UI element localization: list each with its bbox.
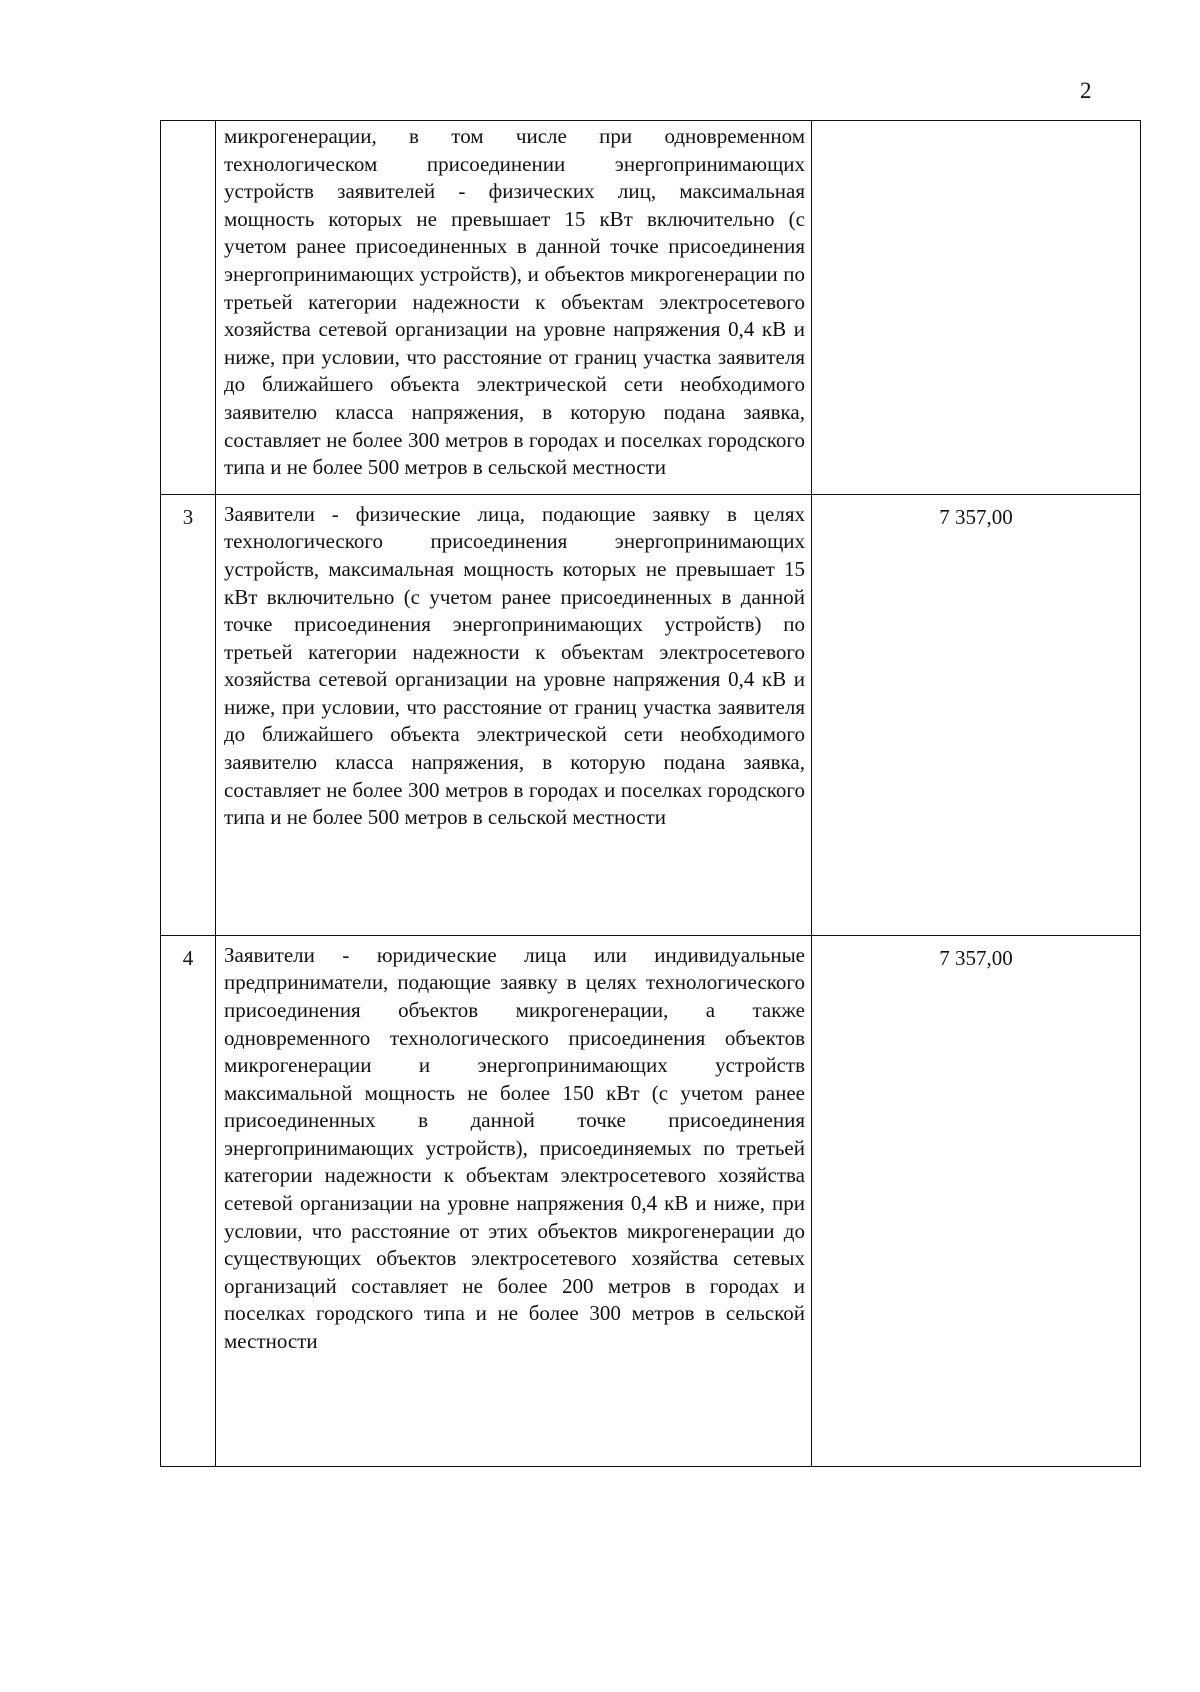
table-row bbox=[161, 935, 1141, 1466]
page-number: 2 bbox=[1080, 78, 1092, 103]
tariff-table bbox=[160, 120, 1141, 1467]
row-number-cell: 4 bbox=[161, 935, 216, 1466]
table-row bbox=[161, 121, 1141, 495]
row-description-text: микрогенерации, в том числе при одновременном технологическом присоединении энергопринимающих устройств заявителей - физических лиц, максимальная мощность которых не превышает 15 кВт включительно (с учетом ранее присоединенных в данной точке присоединения энергопринимающих устройств), и объектов микрогенерации по третьей категории надежности к объектам электросетевого хозяйства сетевой организации на уровне напряжения 0,4 кВ и ниже, при условии, что расстояние от границ участка заявителя до ближайшего объекта электрической сети необходимого заявителю класса напряжения, в которую подана заявка, составляет не более 300 метров в городах и поселках городского типа и не более 500 метров в сельской местности bbox=[224, 124, 805, 480]
row-description-text: Заявители - физические лица, подающие заявку в целях технологического присоединения энергопринимающих устройств, максимальная мощность которых не превышает 15 кВт включительно (с учетом ранее присоединенных в данной точке присоединения энергопринимающих устройств) по третьей категории надежности к объектам электросетевого хозяйства сетевой организации на уровне напряжения 0,4 кВ и ниже, при условии, что расстояние от границ участка заявителя до ближайшего объекта электрической сети необходимого заявителю класса напряжения, в которую подана заявка, составляет не более 300 метров в городах и поселках городского типа и не более 500 метров в сельской местности bbox=[224, 501, 805, 830]
row-price-cell bbox=[812, 121, 1141, 495]
row-description-cell bbox=[216, 121, 812, 495]
row-price-cell: 7 357,00 bbox=[812, 494, 1141, 935]
row-number-cell bbox=[161, 121, 216, 495]
row-description-cell bbox=[216, 935, 812, 1466]
row-description-cell bbox=[216, 494, 812, 935]
table-row bbox=[161, 494, 1141, 935]
row-number-cell: 3 bbox=[161, 494, 216, 935]
row-description-text: Заявители - юридические лица или индивидуальные предприниматели, подающие заявку в целях технологического присоединения объектов микрогенерации, а также одновременного технологического присоединения объектов микрогенерации и энергопринимающих устройств максимальной мощность не более 150 кВт (с учетом ранее присоединенных в данной точке присоединения энергопринимающих устройств), присоединяемых по третьей категории надежности к объектам электросетевого хозяйства сетевой организации на уровне напряжения 0,4 кВ и ниже, при условии, что расстояние от этих объектов микрогенерации до существующих объектов электросетевого хозяйства сетевых организаций составляет не более 200 метров в городах и поселках городского типа и не более 300 метров в сельской местности bbox=[224, 942, 805, 1354]
row-price-cell: 7 357,00 bbox=[812, 935, 1141, 1466]
